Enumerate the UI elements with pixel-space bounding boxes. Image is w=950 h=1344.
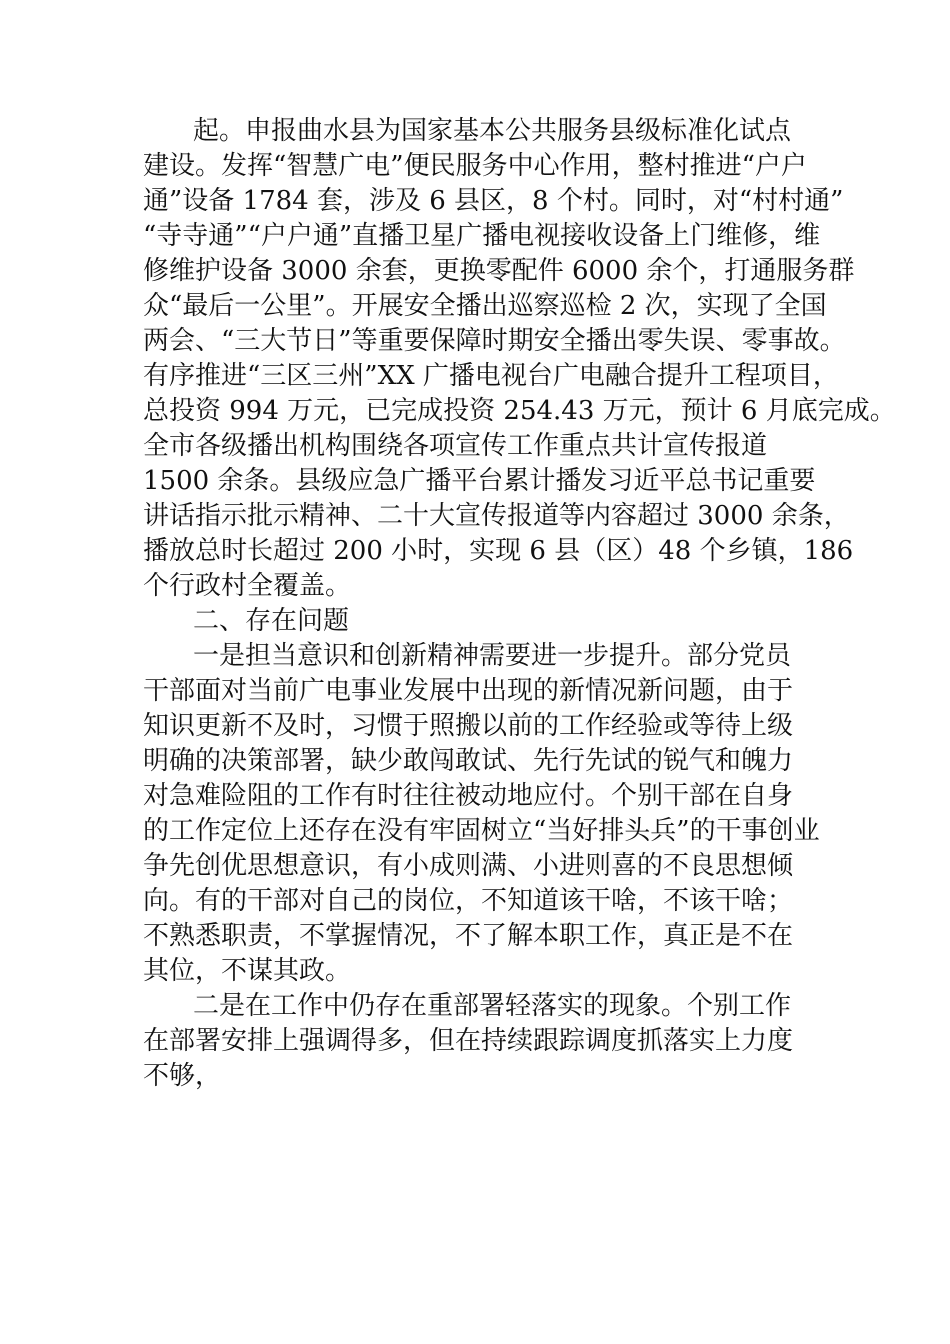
text-line: 其位，不谋其政。	[143, 956, 352, 986]
text-line: 不熟悉职责，不掌握情况，不了解本职工作，真正是不在	[143, 921, 794, 951]
text-line: “寺寺通”“户户通”直播卫星广播电视接收设备上门维修，维	[143, 221, 821, 251]
text-line: 通”设备 1784 套，涉及 6 县区，8 个村。同时，对“村村通”	[143, 186, 844, 216]
text-line: 两会、“三大节日”等重要保障时期安全播出零失误、零事故。	[143, 326, 846, 356]
text-line: 争先创优思想意识，有小成则满、小进则喜的不良思想倾	[143, 851, 794, 881]
text-line: 一是担当意识和创新精神需要进一步提升。部分党员	[193, 641, 792, 671]
text-line: 在部署安排上强调得多，但在持续跟踪调度抓落实上力度	[143, 1026, 794, 1056]
text-line: 不够，	[143, 1061, 222, 1091]
section-heading: 二、存在问题	[193, 606, 350, 636]
text-line: 的工作定位上还存在没有牢固树立“当好排头兵”的干事创业	[143, 816, 820, 846]
text-line: 明确的决策部署，缺少敢闯敢试、先行先试的锐气和魄力	[143, 746, 794, 776]
text-line: 对急难险阻的工作有时往往被动地应付。个别干部在自身	[143, 781, 794, 811]
text-line: 众“最后一公里”。开展安全播出巡察巡检 2 次，实现了全国	[143, 291, 827, 321]
text-line: 全市各级播出机构围绕各项宣传工作重点共计宣传报道	[143, 431, 768, 461]
text-line: 向。有的干部对自己的岗位，不知道该干啥，不该干啥；	[143, 886, 794, 916]
text-line: 知识更新不及时，习惯于照搬以前的工作经验或等待上级	[143, 711, 794, 741]
text-line: 讲话指示批示精神、二十大宣传报道等内容超过 3000 余条，	[143, 501, 850, 531]
text-line: 修维护设备 3000 余套，更换零配件 6000 余个，打通服务群	[143, 256, 855, 286]
document-body	[143, 114, 896, 1094]
text-line: 1500 余条。县级应急广播平台累计播发习近平总书记重要	[143, 466, 816, 496]
text-line: 干部面对当前广电事业发展中出现的新情况新问题，由于	[143, 676, 794, 706]
text-line: 总投资 994 万元，已完成投资 254.43 万元，预计 6 月底完成。	[143, 396, 896, 426]
text-line: 播放总时长超过 200 小时，实现 6 县（区）48 个乡镇，186	[143, 536, 854, 566]
text-line: 起。申报曲水县为国家基本公共服务县级标准化试点	[193, 116, 792, 146]
text-line: 二是在工作中仍存在重部署轻落实的现象。个别工作	[193, 991, 792, 1021]
text-line: 个行政村全覆盖。	[143, 571, 352, 601]
text-line: 建设。发挥“智慧广电”便民服务中心作用，整村推进“户户	[143, 151, 807, 181]
text-line: 有序推进“三区三州”XX 广播电视台广电融合提升工程项目，	[143, 361, 839, 391]
